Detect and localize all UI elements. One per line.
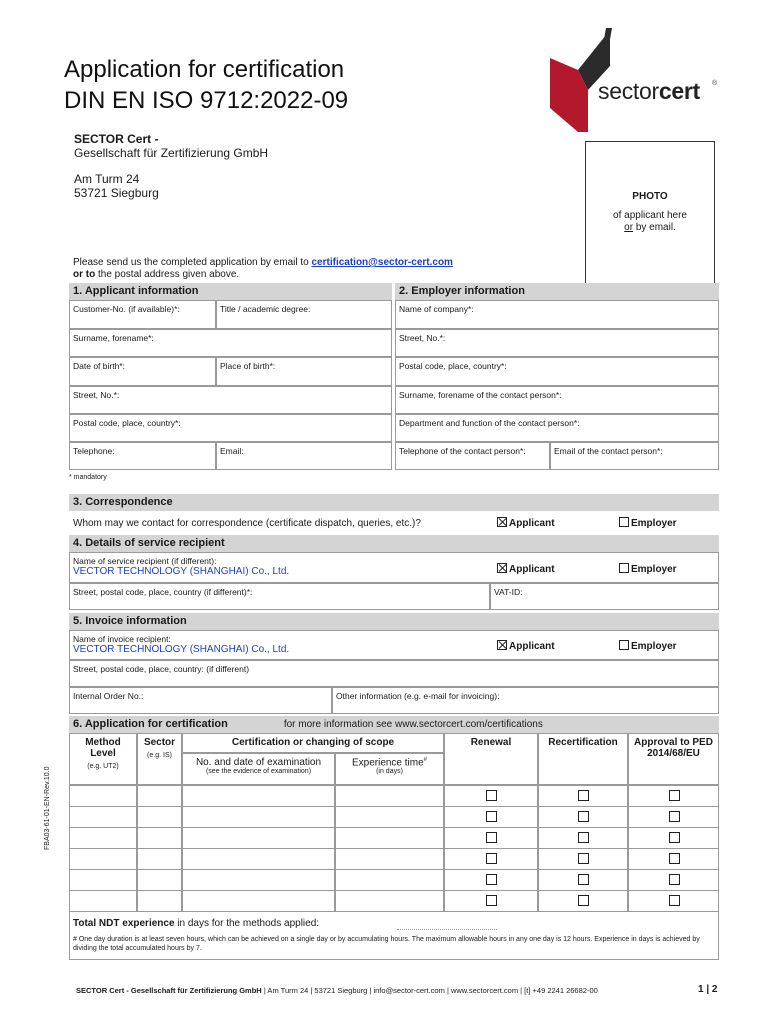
section-4-header: 4. Details of service recipient [69,535,719,552]
other-info-field[interactable]: Other information (e.g. e-mail for invoicing): [332,687,719,714]
table-cell[interactable] [182,827,335,849]
checkbox-cell[interactable] [538,848,628,870]
company-name-field[interactable]: Name of company*: [395,300,719,329]
col-certification-scope: Certification or changing of scope [182,733,444,753]
checkbox-cell[interactable] [444,869,538,891]
section-5-header: 5. Invoice information [69,613,719,630]
vat-id-field[interactable]: VAT-ID: [490,583,719,610]
col-sector: Sector (e.g. IS) [137,733,182,785]
section-1-header: 1. Applicant information [69,283,392,300]
table-cell[interactable] [137,785,182,807]
table-cell[interactable] [335,806,444,828]
checkbox-icon[interactable] [669,874,680,885]
checkbox-cell[interactable] [538,827,628,849]
invoice-street-field[interactable]: Street, postal code, place, country: (if different) [69,660,719,687]
table-cell[interactable] [182,785,335,807]
checkbox-cell[interactable] [628,827,719,849]
table-cell[interactable] [335,890,444,912]
title-degree-field[interactable]: Title / academic degree: [216,300,392,329]
mandatory-note: * mandatory [69,474,107,481]
applicant-street-field[interactable]: Street, No.*: [69,386,392,414]
checkbox-icon[interactable] [578,895,589,906]
checkbox-cell[interactable] [538,806,628,828]
table-cell[interactable] [69,848,137,870]
col-method-level: Method Level (e.g. UT2) [69,733,137,785]
company-address: SECTOR Cert - Gesellschaft für Zertifizierung GmbH Am Turm 24 53721 Siegburg [74,132,269,200]
checkbox-icon[interactable] [669,811,680,822]
email-link[interactable]: certification@sector-cert.com [311,257,453,268]
contact-person-field[interactable]: Surname, forename of the contact person*: [395,386,719,414]
recipient-street-field[interactable]: Street, postal code, place, country (if different)*: [69,583,490,610]
checked-box-icon [497,640,507,650]
checkbox-icon[interactable] [486,895,497,906]
table-cell[interactable] [182,890,335,912]
invoice-recipient-value: VECTOR TECHNOLOGY (SHANGHAI) Co., Ltd. [73,644,290,655]
checkbox-icon[interactable] [578,811,589,822]
table-cell[interactable] [69,806,137,828]
total-experience-row[interactable]: Total NDT experience in days for the methods applied: # One day duration is at least seven hours, which can be achieved on a single day or by accumulating hours. The maximum allowable hours in any one day is 12 hours. Experience in days is achieved by dividing the total accumulated hours by 7. [69,911,719,960]
checkbox-cell[interactable] [444,848,538,870]
col-ped-approval: Approval to PED 2014/68/EU [628,733,719,785]
table-cell[interactable] [137,806,182,828]
email-field[interactable]: Email: [216,442,392,470]
checkbox-cell[interactable] [538,785,628,807]
department-field[interactable]: Department and function of the contact person*: [395,414,719,442]
invoice-applicant-checkbox[interactable]: Applicant [497,640,555,652]
checkbox-icon[interactable] [669,895,680,906]
checked-box-icon [497,517,507,527]
table-cell[interactable] [69,890,137,912]
more-info-note: for more information see www.sectorcert.com/certifications [283,719,543,730]
recipient-employer-checkbox[interactable]: Employer [619,563,677,575]
checkbox-icon[interactable] [486,853,497,864]
contact-email-field[interactable]: Email of the contact person*: [550,442,719,470]
table-row [69,890,719,911]
checkbox-icon[interactable] [486,811,497,822]
table-cell[interactable] [335,785,444,807]
col-renewal: Renewal [444,733,538,785]
table-cell[interactable] [335,827,444,849]
send-note: Please send us the completed application by email to certification@sector-cert.com or to the postal address given above. [73,257,453,280]
invoice-recipient-field[interactable]: Name of invoice recipient: VECTOR TECHNOLOGY (SHANGHAI) Co., Ltd. [69,630,719,660]
checkbox-icon[interactable] [669,832,680,843]
table-row [69,806,719,827]
certification-table-body [69,785,719,911]
checkbox-icon[interactable] [486,874,497,885]
table-row [69,827,719,848]
table-cell[interactable] [182,806,335,828]
table-cell[interactable] [137,848,182,870]
checkbox-icon [619,517,629,527]
table-cell[interactable] [335,869,444,891]
table-cell[interactable] [137,827,182,849]
employer-postal-field[interactable]: Postal code, place, country*: [395,357,719,386]
employer-street-field[interactable]: Street, No.*: [395,329,719,357]
checked-box-icon [497,563,507,573]
photo-box[interactable]: PHOTO of applicant here or by email. [585,141,715,298]
internal-order-field[interactable]: Internal Order No.: [69,687,332,714]
checkbox-cell[interactable] [444,785,538,807]
checkbox-cell[interactable] [628,869,719,891]
contact-telephone-field[interactable]: Telephone of the contact person*: [395,442,550,470]
correspondence-employer-checkbox[interactable]: Employer [619,517,677,529]
checkbox-icon[interactable] [578,790,589,801]
checkbox-cell[interactable] [628,785,719,807]
section-3-header: 3. Correspondence [69,494,719,511]
table-cell[interactable] [182,869,335,891]
pob-field[interactable]: Place of birth*: [216,357,392,386]
table-cell[interactable] [69,785,137,807]
col-experience: Experience time# (in days) [335,753,444,785]
checkbox-cell[interactable] [444,890,538,912]
table-cell[interactable] [69,869,137,891]
table-cell[interactable] [137,890,182,912]
col-exam: No. and date of examination (see the evidence of examination) [182,753,335,785]
table-cell[interactable] [182,848,335,870]
checkbox-icon [619,640,629,650]
invoice-employer-checkbox[interactable]: Employer [619,640,677,652]
table-row [69,848,719,869]
checkbox-icon[interactable] [669,790,680,801]
checkbox-icon [619,563,629,573]
checkbox-cell[interactable] [628,848,719,870]
page-title: Application for certification DIN EN ISO 9712:2022-09 [64,56,349,114]
checkbox-cell[interactable] [628,890,719,912]
checkbox-cell[interactable] [444,827,538,849]
table-cell[interactable] [137,869,182,891]
footnote: # One day duration is at least seven hours, which can be achieved on a single day or by accumulating hours. The maximum allowable hours in any one day is 12 hours. Experience in days is achieved by dividing the total accumulated hours by 7. [73,936,700,952]
section-2-header-tail [585,283,719,300]
document-reference: FBA03-61-01-EN-Rev.10.0 [44,766,51,850]
col-recertification: Recertification [538,733,628,785]
telephone-field[interactable]: Telephone: [69,442,216,470]
surname-field[interactable]: Surname, forename*: [69,329,392,357]
table-cell[interactable] [335,848,444,870]
checkbox-icon[interactable] [578,832,589,843]
logo-wordmark: sectorcert [598,78,700,104]
service-recipient-field[interactable]: Name of service recipient (if different): VECTOR TECHNOLOGY (SHANGHAI) Co., Ltd. [69,552,719,583]
section-2-header: 2. Employer information [395,283,585,300]
page-number: 1 | 2 [698,984,718,995]
total-experience-line[interactable] [397,929,497,930]
checkbox-cell[interactable] [538,890,628,912]
customer-no-field[interactable]: Customer-No. (if available)*: [69,300,216,329]
checkbox-icon[interactable] [578,853,589,864]
checkbox-cell[interactable] [538,869,628,891]
checkbox-icon[interactable] [486,832,497,843]
table-cell[interactable] [69,827,137,849]
applicant-postal-field[interactable]: Postal code, place, country*: [69,414,392,442]
checkbox-icon[interactable] [578,874,589,885]
checkbox-icon[interactable] [669,853,680,864]
table-row [69,869,719,890]
checkbox-cell[interactable] [628,806,719,828]
checkbox-cell[interactable] [444,806,538,828]
service-recipient-value: VECTOR TECHNOLOGY (SHANGHAI) Co., Ltd. [73,566,290,577]
dob-field[interactable]: Date of birth*: [69,357,216,386]
correspondence-applicant-checkbox[interactable]: Applicant [497,517,555,529]
recipient-applicant-checkbox[interactable]: Applicant [497,563,555,575]
footer: SECTOR Cert - Gesellschaft für Zertifizierung GmbH | Am Turm 24 | 53721 Siegburg | info@sector-cert.com | www.sectorcert.com | [t] +49 2241 26682-00 [76,986,598,995]
section-6-header: 6. Application for certification for more information see www.sectorcert.com/certifications [69,716,719,733]
correspondence-question: Whom may we contact for correspondence (certificate dispatch, queries, etc.)? [73,518,421,529]
table-row [69,785,719,806]
checkbox-icon[interactable] [486,790,497,801]
logo-registered-mark: ® [712,80,718,87]
